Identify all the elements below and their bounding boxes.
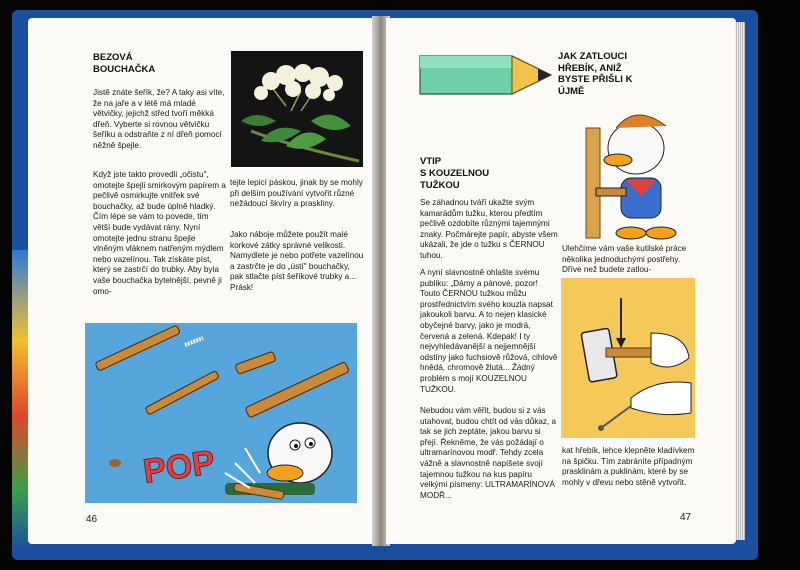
left-paragraph-3: tejte lepicí páskou, jinak by se mohly při delším používání vytvořit různé nežádoucí škvíry a praskliny. xyxy=(230,178,363,209)
left-title-line1: BEZOVÁ xyxy=(93,52,133,63)
pop-gun-illustration xyxy=(85,323,357,503)
pop-label: POP xyxy=(140,443,218,491)
right-top-title: JAK ZATLOUCI HŘEBÍK, ANIŽ BYSTE PŘIŠLI K ÚJMĚ xyxy=(558,51,633,97)
right-paragraph-1: Se záhadnou tváří ukažte svým kamarádům tužku, kterou předtím pečlivě ozdobíte různými tajemnými znaky. Počmárejte papír, abyste všem ukázali, že jde o tužku s ČERNOU tuhou. xyxy=(420,198,558,260)
right-paragraph-2: A nyní slavnostně ohlašte svému publiku: „Dámy a pánové, pozor! Touto ČERNOU tužkou můžu prostřednictvím svého kouzla napsat jakoukoli barvu. A to nejen klasické obyčejné barvy, jako je modrá, červená a zelená. Kdepak! I ty nejvyhledávanější a nejjemnější odstíny jako fuchsiově růžová, cihlově hnědá, chromově žlutá... Žádný problém s mojí KOUZELNOU TUŽKOU. xyxy=(420,268,558,394)
left-paragraph-1: Jistě znáte šeřík, že? A taky asi víte, že na jaře a v létě má mladé větvičky, jejichž střed tvoří měkká dřeň. Vyberte si rovnou větvičku šeříku a odstraňte z ní dřeň pomocí něžně špejle. xyxy=(93,88,225,150)
hammer-nail-illustration xyxy=(561,278,695,438)
elderflower-illustration xyxy=(231,51,363,167)
page-edges xyxy=(735,22,745,540)
left-page-number: 46 xyxy=(86,514,98,525)
pencil-illustration xyxy=(416,48,556,103)
left-paragraph-4: Jako náboje můžete použít malé korkové zátky správné velikosti. Namydlete je nebo potřete vazelínou a zastrčte je do „ústí" bouchačky, pak stlačte píst šeříkové trubky a... Prásk! xyxy=(230,230,364,292)
right-mid-title-line1: VTIP xyxy=(420,156,442,167)
left-paragraph-2: Když jste takto provedli „očistu", omotejte špejli smirkovým papírem a pečlivě osmirkujte vnitřek své bouchačky, až bude úplně hladký. Čím lépe se vám to povede, tím větší bude vydávat rány. Nyní omotejte jednu stranu špejle vlněným vláknem natřeným mýdlem nebo vazelínou. Tak získáte píst, který se zastrčí do trubky. Aby byla vaše bouchačka bytelnější, pevně ji omo- xyxy=(93,170,226,296)
right-paragraph-3: Nebudou vám věřit, budou si z vás utahovat, budou chtít od vás důkaz, a tak se jich zeptáte, jakou barvu si přejí. Řekněme, že vás požádají o ultramarínovou modř. Tehdy zcela vážně a slavnostně napíšete svojí tajemnou tužkou na kus papíru velkými písmeny: ULTRAMARÍNOVÁ MODŘ... xyxy=(420,406,557,500)
right-page xyxy=(386,18,736,544)
left-title-line2: BOUCHAČKA xyxy=(93,64,156,75)
duck-with-hammer-illustration xyxy=(576,98,706,248)
right-mid-title-line3: TUŽKOU xyxy=(420,180,460,191)
left-page xyxy=(28,18,376,544)
right-paragraph-4: Ulehčíme vám vaše kutilské práce několika jednoduchými postřehy. Dříve než budete zatlou- xyxy=(562,244,687,275)
right-page-number: 47 xyxy=(680,512,692,523)
right-paragraph-5: kat hřebík, lehce klepněte kladívkem na špičku. Tím zabráníte případným prasklinám a puklinám, které by se mohly v dřevu nebo stěně vytvořit. xyxy=(562,446,695,487)
right-mid-title-line2: S KOUZELNOU xyxy=(420,168,490,179)
